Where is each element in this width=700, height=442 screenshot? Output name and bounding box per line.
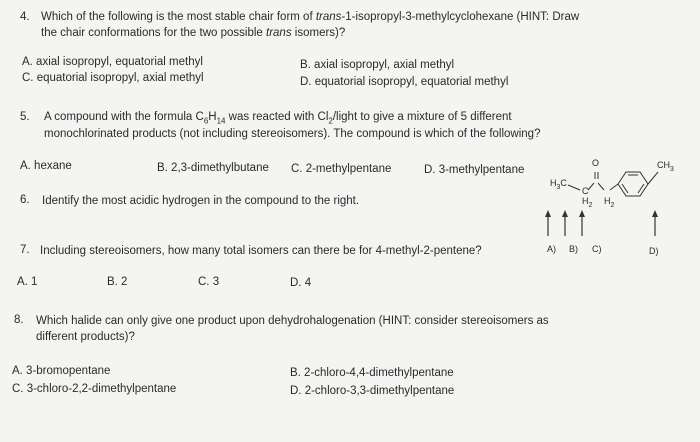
q4-number: 4. [20,11,30,23]
q4-option-d: D. equatorial isopropyl, equatorial methyl [300,76,509,88]
q4-option-a: A. axial isopropyl, equatorial methyl [22,56,203,68]
q7-number: 7. [20,244,30,256]
q7-option-b: B. 2 [107,276,128,288]
q5-option-c: C. 2-methylpentane [291,163,392,175]
q8-number: 8. [14,314,24,326]
ch2-b-label: $H_2$ [604,196,615,209]
q8-option-a: A. 3-bromopentane [12,365,111,377]
q4-question-line2: the chair conformations for the two possible trans isomers)? [41,27,346,39]
q4-option-b: B. axial isopropyl, axial methyl [300,59,455,71]
h3c-label: $H_3C$ [550,178,567,191]
q5-question-line2: monochlorinated products (not including stereoisomers). The compound is which of the following? [44,128,541,140]
q8-question-line1: Which halide can only give one product upon dehydrohalogenation (HINT: consider stereoisomers as [36,315,549,327]
q6-number: 6. [20,194,30,206]
arrow-label-c: C) [592,244,602,254]
q5-number: 5. [20,111,30,123]
methyl-label: $CH_3$ [657,160,674,173]
q7-option-c: C. 3 [198,276,220,288]
q4-option-c: C. equatorial isopropyl, axial methyl [22,72,204,84]
oxygen-label: O [592,158,600,168]
q6-structure [530,150,700,260]
q8-option-c: C. 3-chloro-2,2-dimethylpentane [12,383,177,395]
carbon-label: C [582,186,589,196]
q8-option-b: B. 2-chloro-4,4-dimethylpentane [290,367,454,379]
q5-question-line1: A compound with the formula $C_6H_{14}$ was reacted with $Cl_2$/light to give a mixture of 5 different [44,111,512,126]
arrow-label-d: D) [649,246,659,256]
ch2-a-label: $H_2$ [582,196,593,209]
q8-option-d: D. 2-chloro-3,3-dimethylpentane [290,385,455,397]
q5-option-a: A. hexane [20,160,72,172]
q5-option-b: B. 2,3-dimethylbutane [157,162,269,174]
q5-option-d: D. 3-methylpentane [424,164,525,176]
arrow-label-b: B) [569,244,578,254]
arrow-label-a: A) [547,244,556,254]
q8-question-line2: different products)? [36,331,135,343]
q7-question: Including stereoisomers, how many total isomers can there be for 4-methyl-2-pentene? [40,245,482,257]
q7-option-a: A. 1 [17,276,38,288]
q6-question: Identify the most acidic hydrogen in the compound to the right. [42,195,360,207]
q7-option-d: D. 4 [290,277,312,289]
q4-question-line1: Which of the following is the most stable chair form of trans-1-isopropyl-3-methylcyclohexane (HINT: Draw [41,11,580,23]
